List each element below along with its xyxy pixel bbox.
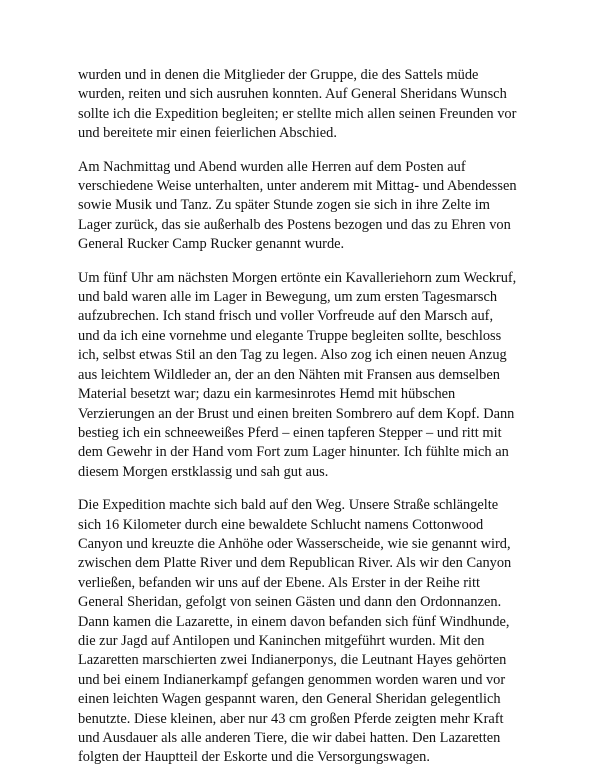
paragraph-1: wurden und in denen die Mitglieder der Gruppe, die des Sattels müde wurden, reiten und sich ausruhen konnten. Auf General Sheridans Wunsch sollte ich die Expedition begleiten; er stellte mich allen seinen Freunden vor und bereitete mir einen feierlichen Abschied. (78, 67, 517, 142)
body-text (78, 66, 548, 782)
paragraph-2: Am Nachmittag und Abend wurden alle Herren auf dem Posten auf verschiedene Weise unterhalten, unter anderem mit Mittag- und Abendessen sowie Musik und Tanz. Zu später Stunde zogen sie sich in ihre Zelte im Lager zurück, das sie außerhalb des Postens bezogen und das zu Ehren von General Rucker Camp Rucker genannt wurde. (78, 158, 517, 253)
paragraph-3: Um fünf Uhr am nächsten Morgen ertönte ein Kavalleriehorn zum Weckruf, und bald waren alle im Lager in Bewegung, um zum ersten Tagesmarsch aufzubrechen. Ich stand frisch und voller Vorfreude auf den Marsch auf, und da ich eine vornehme und elegante Truppe begleiten sollte, beschloss ich, selbst etwas Stil an den Tag zu legen. Also zog ich einen neuen Anzug aus leichtem Wildleder an, der an den Nähten mit Fransen aus demselben Material besetzt war; dazu ein karmesinrotes Hemd mit hübschen Verzierungen an der Brust und einen breiten Sombrero auf dem Kopf. Dann bestieg ich ein schneeweißes Pferd – einen tapferen Stepper – und ritt mit dem Gewehr in der Hand vom Fort zum Lager hinunter. Ich fühlte mich an diesem Morgen erstklassig und sah gut aus. (78, 269, 517, 480)
paragraph-4: Die Expedition machte sich bald auf den Weg. Unsere Straße schlängelte sich 16 Kilometer durch eine bewaldete Schlucht namens Cottonwood Canyon und kreuzte die Anhöhe oder Wasserscheide, wie sie genannt wird, zwischen dem Platte River und dem Republican River. Als wir den Canyon verließen, befanden wir uns auf der Ebene. Als Erster in der Reihe ritt General Sheridan, gefolgt von seinen Gästen und dann den Ordonnanzen. Dann kamen die Lazarette, in einem davon befanden sich fünf Windhunde, die zur Jagd auf Antilopen und Kaninchen mitgeführt wurden. Mit den Lazaretten marschierten zwei Indianerponys, die Leutnant Hayes gehörten und bei einem Indianerkampf gefangen genommen worden waren und vor einen leichten Wagen gespannt waren, den General Sheridan gelegentlich benutzte. Diese kleinen, aber nur 43 cm großen Pferde zeigten mehr Kraft und Ausdauer als alle anderen Tiere, die wir dabei hatten. Den Lazaretten folgten der Hauptteil der Eskorte und die Versorgungswagen. (78, 497, 512, 766)
